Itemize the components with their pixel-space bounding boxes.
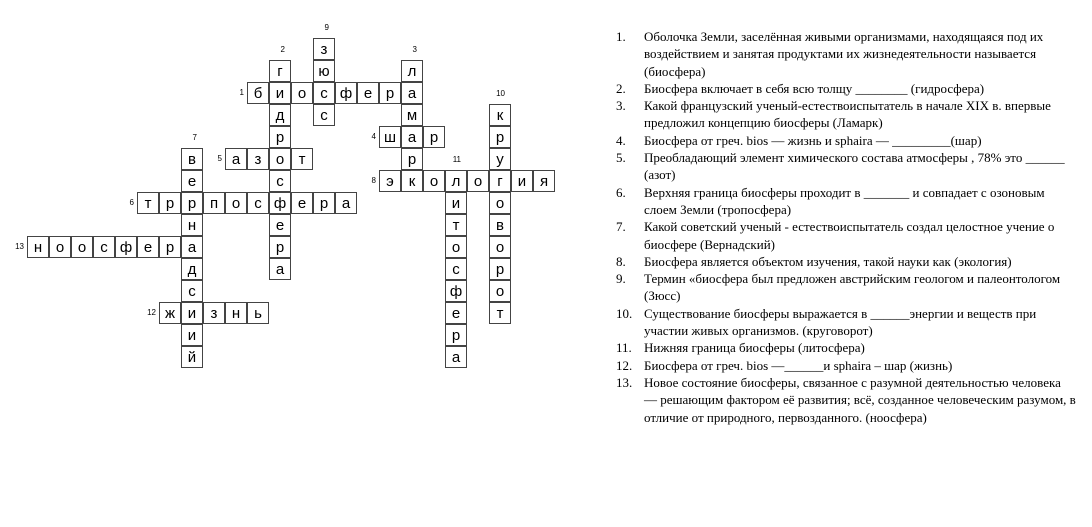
crossword-cell: ж xyxy=(159,302,181,324)
crossword-cell: п xyxy=(203,192,225,214)
crossword-cell: о xyxy=(489,236,511,258)
clue-number: 6. xyxy=(616,184,626,200)
crossword-cell: е xyxy=(137,236,159,258)
crossword-cell: т xyxy=(445,214,467,236)
crossword-cell: о xyxy=(423,170,445,192)
crossword-cell: е xyxy=(269,214,291,236)
clue-text: Оболочка Земли, заселённая живыми организмами, находящаяся под их воздействием и занятая продуктами их жизнедеятельности называется (биосфера) xyxy=(644,29,1044,79)
crossword-cell: ф xyxy=(115,236,137,258)
crossword-cell: е xyxy=(445,302,467,324)
clue-item xyxy=(616,80,1076,97)
clue-text: Биосфера от греч. bios —______и sphaira – шар (жизнь) xyxy=(644,357,953,373)
crossword-cell: э xyxy=(379,170,401,192)
crossword-cell: н xyxy=(225,302,247,324)
crossword-cell: о xyxy=(49,236,71,258)
crossword-cell: и xyxy=(511,170,533,192)
crossword-cell: а xyxy=(269,258,291,280)
clue-item xyxy=(616,97,1076,132)
crossword-cell: я xyxy=(533,170,555,192)
crossword-cell: й xyxy=(181,346,203,368)
crossword-cell: р xyxy=(159,236,181,258)
clue-text: Новое состояние биосферы, связанное с разумной деятельностью человека — решающим фактором её развития; всё, созданное человеческим разумом, в отличие от природного, первозданного. (ноосфера) xyxy=(644,374,1076,425)
crossword-cell: н xyxy=(181,214,203,236)
crossword-cell: т xyxy=(489,302,511,324)
crossword-cell: л xyxy=(445,170,467,192)
crossword-cell: с xyxy=(247,192,269,214)
crossword-cell: р xyxy=(379,82,401,104)
crossword-cell: е xyxy=(181,170,203,192)
crossword-cell: а xyxy=(335,192,357,214)
clue-text: Преобладающий элемент химического состава атмосферы , 78% это ______ (азот) xyxy=(644,150,1065,183)
clue-number-6: 6 xyxy=(129,198,134,207)
crossword-cell: а xyxy=(401,126,423,148)
crossword-cell: д xyxy=(269,104,291,126)
clue-number: 3. xyxy=(616,98,626,114)
crossword-cell: с xyxy=(313,82,335,104)
crossword-cell: с xyxy=(181,280,203,302)
clue-number-4: 4 xyxy=(371,132,376,141)
clue-item xyxy=(616,305,1076,340)
crossword-cell: а xyxy=(181,236,203,258)
crossword-cell: с xyxy=(93,236,115,258)
crossword-cell: о xyxy=(489,192,511,214)
crossword-cell: р xyxy=(181,192,203,214)
clue-number-8: 8 xyxy=(371,176,376,185)
crossword-cell: о xyxy=(71,236,93,258)
crossword-cell: и xyxy=(445,192,467,214)
crossword-cell: о xyxy=(467,170,489,192)
crossword-cell: р xyxy=(269,126,291,148)
crossword-cell: о xyxy=(445,236,467,258)
crossword-cell: з xyxy=(247,148,269,170)
clue-number: 5. xyxy=(616,150,626,166)
clue-number-11: 11 xyxy=(452,155,461,164)
crossword-cell: ь xyxy=(247,302,269,324)
clue-text: Нижняя граница биосферы (литосфера) xyxy=(644,340,865,356)
crossword-cell: к xyxy=(401,170,423,192)
clue-number: 10. xyxy=(616,305,633,321)
crossword-cell: ю xyxy=(313,60,335,82)
crossword-cell: с xyxy=(269,170,291,192)
crossword-cell: р xyxy=(401,148,423,170)
crossword-cell: м xyxy=(401,104,423,126)
clue-item xyxy=(616,374,1076,426)
crossword-cell: о xyxy=(489,280,511,302)
crossword-cell: л xyxy=(401,60,423,82)
crossword-cell: р xyxy=(423,126,445,148)
clue-text: Термин «биосфера был предложен австрийским геологом и палеонтологом (Зюсс) xyxy=(644,271,1061,304)
clue-number-7: 7 xyxy=(192,133,197,142)
crossword-cell: в xyxy=(489,214,511,236)
crossword-cell: ф xyxy=(269,192,291,214)
crossword-cell: к xyxy=(489,104,511,126)
crossword-cell: о xyxy=(291,82,313,104)
crossword-cell: д xyxy=(181,258,203,280)
clue-number: 13. xyxy=(616,374,633,390)
crossword-cell: р xyxy=(445,324,467,346)
clue-number: 4. xyxy=(616,132,626,148)
clue-number-12: 12 xyxy=(147,308,156,317)
clue-list xyxy=(616,28,1076,426)
clue-item xyxy=(616,339,1076,356)
clue-item xyxy=(616,184,1076,219)
crossword-cell: з xyxy=(203,302,225,324)
crossword-cell: с xyxy=(313,104,335,126)
crossword-cell: ф xyxy=(445,280,467,302)
crossword-cell: а xyxy=(225,148,247,170)
clue-number: 8. xyxy=(616,253,626,269)
clue-number-1: 1 xyxy=(239,88,244,97)
crossword-cell: а xyxy=(445,346,467,368)
clue-text: Верхняя граница биосферы проходит в _______ и совпадает с озоновым слоем Земли (тропосфера) xyxy=(644,184,1045,217)
crossword-cell: е xyxy=(357,82,379,104)
clue-item xyxy=(616,149,1076,184)
crossword-cell: т xyxy=(291,148,313,170)
crossword-cell: а xyxy=(401,82,423,104)
crossword-cell: т xyxy=(137,192,159,214)
clue-number-3: 3 xyxy=(412,45,417,54)
crossword-cell: р xyxy=(489,258,511,280)
crossword-cell: н xyxy=(27,236,49,258)
crossword-cell: и xyxy=(181,324,203,346)
clue-text: Биосфера от греч. bios — жизнь и sphaira — _________(шар) xyxy=(644,132,982,148)
crossword-cell: з xyxy=(313,38,335,60)
clue-text: Какой советский ученый - естествоиспытатель создал целостное учение о биосфере (Вернадский) xyxy=(644,219,1055,252)
clue-item xyxy=(616,253,1076,270)
clue-text: Какой французский ученый-естествоиспытатель в начале XIX в. впервые предложил концепцию биосферы (Ламарк) xyxy=(644,98,1051,131)
clue-text: Существование биосферы выражается в ______энергии и веществ при участии живых организмов. (круговорот) xyxy=(644,305,1037,339)
crossword-cell: и xyxy=(269,82,291,104)
crossword-cell: р xyxy=(489,126,511,148)
crossword-cell: б xyxy=(247,82,269,104)
crossword-cell: р xyxy=(159,192,181,214)
clue-text: Биосфера является объектом изучения, такой науки как (экология) xyxy=(644,253,1012,269)
clue-number-2: 2 xyxy=(280,45,285,54)
crossword-cell: е xyxy=(291,192,313,214)
clue-number-5: 5 xyxy=(217,154,222,163)
clue-number-10: 10 xyxy=(496,89,505,98)
crossword-cell: ш xyxy=(379,126,401,148)
crossword-cell: с xyxy=(445,258,467,280)
clue-number: 1. xyxy=(616,29,626,44)
crossword-cell: ф xyxy=(335,82,357,104)
clue-number: 12. xyxy=(616,357,633,373)
clue-item xyxy=(616,357,1076,374)
crossword-cell: р xyxy=(269,236,291,258)
clue-number-13: 13 xyxy=(15,242,24,251)
clue-item xyxy=(616,218,1076,253)
crossword-cell: у xyxy=(489,148,511,170)
crossword-cell: о xyxy=(269,148,291,170)
clue-number: 9. xyxy=(616,271,626,287)
clue-number: 11. xyxy=(616,340,632,356)
clue-number-9: 9 xyxy=(324,23,329,32)
crossword-cell: г xyxy=(269,60,291,82)
crossword-cell: в xyxy=(181,148,203,170)
clue-item xyxy=(616,28,1076,80)
clue-text: Биосфера включает в себя всю толщу ________ (гидросфера) xyxy=(644,80,985,96)
crossword-cell: р xyxy=(313,192,335,214)
clue-number: 2. xyxy=(616,80,626,96)
clue-item xyxy=(616,132,1076,149)
crossword-cell: и xyxy=(181,302,203,324)
clue-number: 7. xyxy=(616,219,626,235)
crossword-cell: о xyxy=(225,192,247,214)
clue-item xyxy=(616,270,1076,305)
crossword-cell: г xyxy=(489,170,511,192)
